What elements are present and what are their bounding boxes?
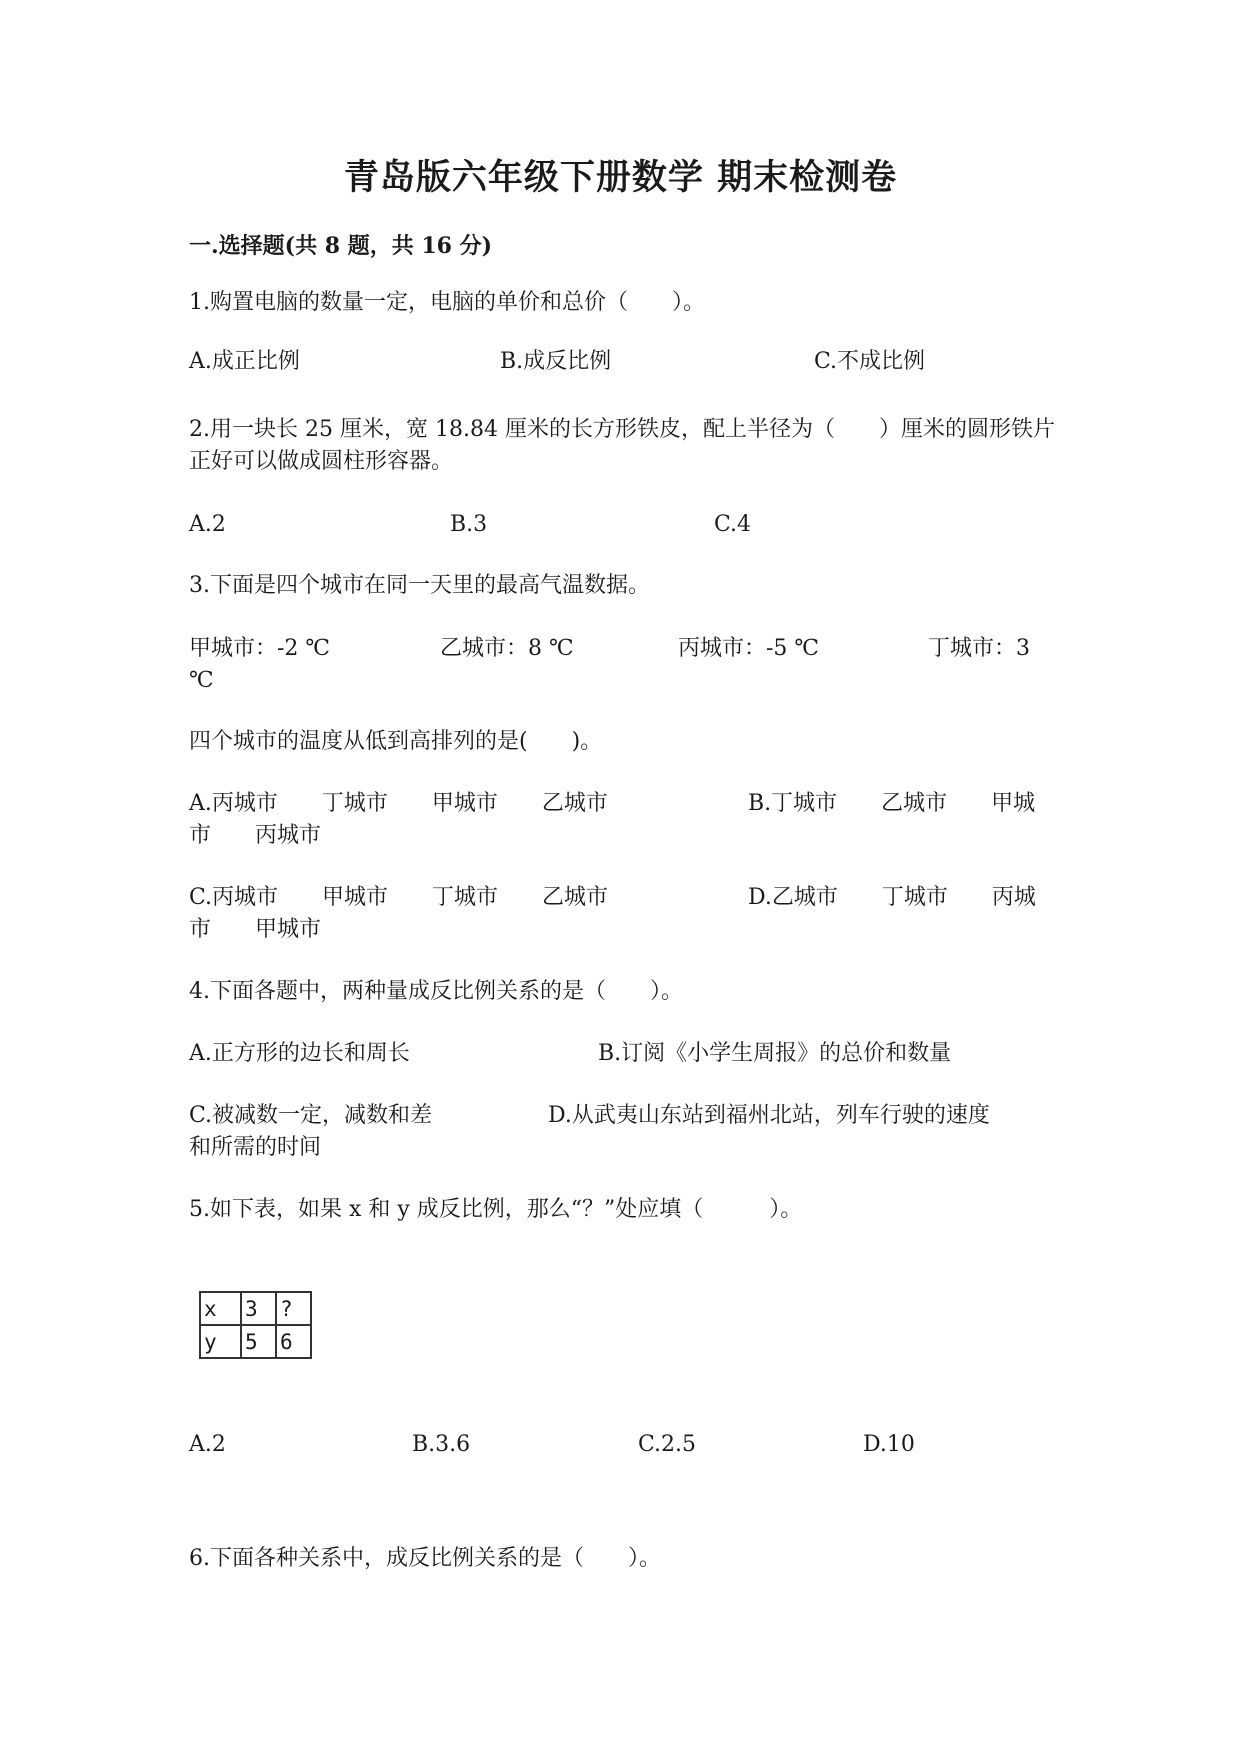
table-cell: ? bbox=[276, 1292, 311, 1325]
q2-option-c: C.4 bbox=[714, 512, 752, 537]
q1-option-b: B.成反比例 bbox=[500, 349, 612, 374]
temp-city-yi: 乙城市：8 ℃ bbox=[440, 636, 574, 661]
question-6-text: 6.下面各种关系中，成反比例关系的是（ ）。 bbox=[189, 1546, 661, 1571]
temp-city-bing: 丙城市：-5 ℃ bbox=[678, 636, 820, 661]
q4-option-a: A.正方形的边长和周长 bbox=[189, 1041, 410, 1066]
q5-option-b: B.3.6 bbox=[412, 1432, 471, 1457]
q4-option-d-wrap: 和所需的时间 bbox=[189, 1135, 322, 1160]
xy-table bbox=[199, 1291, 312, 1359]
q4-option-d: D.从武夷山东站到福州北站，列车行驶的速度 bbox=[548, 1103, 990, 1128]
q2-option-b: B.3 bbox=[450, 512, 488, 537]
page-title: 青岛版六年级下册数学 期末检测卷 bbox=[343, 157, 898, 198]
question-3-prompt: 四个城市的温度从低到高排列的是( )。 bbox=[189, 729, 603, 754]
question-1-text: 1.购置电脑的数量一定，电脑的单价和总价（ ）。 bbox=[189, 290, 705, 315]
question-5-text: 5.如下表，如果 x 和 y 成反比例，那么“？”处应填（ ）。 bbox=[189, 1197, 803, 1222]
temp-city-ding: 丁城市：3 bbox=[928, 636, 1030, 661]
table-cell: 5 bbox=[241, 1325, 276, 1358]
table-cell: y bbox=[200, 1325, 241, 1358]
q3-option-a: A.丙城市 丁城市 甲城市 乙城市 bbox=[189, 791, 608, 816]
q5-option-a: A.2 bbox=[189, 1432, 226, 1457]
temp-city-jia: 甲城市：-2 ℃ bbox=[189, 636, 331, 661]
table-cell: x bbox=[200, 1292, 241, 1325]
q3-option-d-wrap: 市 甲城市 bbox=[189, 917, 322, 942]
q1-option-a: A.成正比例 bbox=[189, 349, 300, 374]
temp-unit-wrap: ℃ bbox=[189, 668, 214, 693]
q4-option-c: C.被减数一定，减数和差 bbox=[189, 1103, 433, 1128]
table-row bbox=[200, 1292, 311, 1325]
section-heading: 一.选择题(共 8 题，共 16 分) bbox=[189, 233, 493, 259]
question-2-text: 2.用一块长 25 厘米，宽 18.84 厘米的长方形铁皮，配上半径为（ ）厘米的圆形铁片正好可以做成圆柱形容器。 bbox=[189, 417, 1055, 474]
q3-option-c: C.丙城市 甲城市 丁城市 乙城市 bbox=[189, 885, 609, 910]
q2-option-a: A.2 bbox=[189, 512, 226, 537]
question-4-text: 4.下面各题中，两种量成反比例关系的是（ ）。 bbox=[189, 979, 683, 1004]
table-row bbox=[200, 1325, 311, 1358]
q3-option-d: D.乙城市 丁城市 丙城 bbox=[748, 885, 1036, 910]
q3-option-b-wrap: 市 丙城市 bbox=[189, 823, 322, 848]
q5-option-c: C.2.5 bbox=[638, 1432, 697, 1457]
table-cell: 6 bbox=[276, 1325, 311, 1358]
q1-option-c: C.不成比例 bbox=[814, 349, 926, 374]
q4-option-b: B.订阅《小学生周报》的总价和数量 bbox=[598, 1041, 952, 1066]
question-3-text: 3.下面是四个城市在同一天里的最高气温数据。 bbox=[189, 573, 650, 598]
table-cell: 3 bbox=[241, 1292, 276, 1325]
q3-option-b: B.丁城市 乙城市 甲城 bbox=[748, 791, 1036, 816]
q5-option-d: D.10 bbox=[863, 1432, 915, 1457]
